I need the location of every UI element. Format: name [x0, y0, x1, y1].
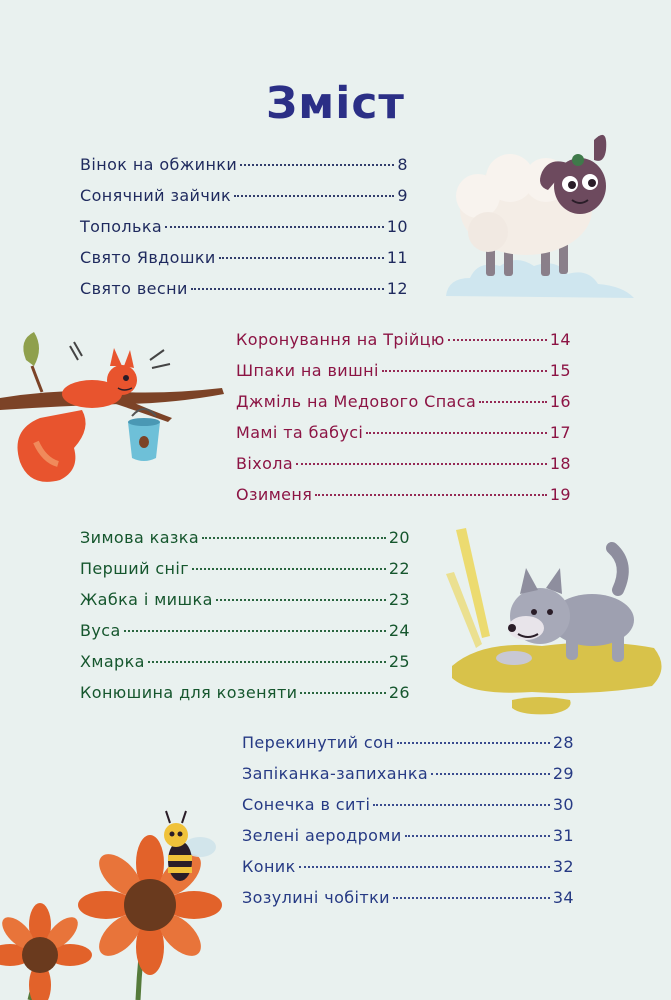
sheep-illustration [438, 128, 643, 308]
toc-entry-title: Перший сніг [80, 559, 190, 578]
toc-entry-page: 29 [552, 764, 574, 783]
toc-entry[interactable] [80, 279, 408, 310]
toc-entry-page: 32 [552, 857, 574, 876]
leader-dots [315, 494, 547, 496]
leader-dots [202, 537, 386, 539]
toc-entry-title: Свято Явдошки [80, 248, 216, 267]
toc-entry-title: Перекинутий сон [242, 733, 395, 752]
leader-dots [382, 370, 547, 372]
page-title: Зміст [266, 78, 405, 129]
toc-entry-page: 23 [388, 590, 410, 609]
squirrel-illustration [0, 330, 230, 505]
toc-entry[interactable] [236, 423, 571, 454]
toc-entry-page: 31 [552, 826, 574, 845]
bee-on-sunflower-illustration [0, 805, 225, 1000]
toc-entry-page: 30 [552, 795, 574, 814]
leader-dots [299, 866, 550, 868]
toc-section-1 [80, 155, 408, 310]
toc-section-3 [80, 528, 410, 714]
toc-entry-title: Сонечка в ситі [242, 795, 371, 814]
toc-entry-title: Зелені аеродроми [242, 826, 402, 845]
toc-entry[interactable] [242, 888, 574, 919]
toc-entry-page: 34 [552, 888, 574, 907]
toc-section-2 [236, 330, 571, 516]
toc-entry-title: Джміль на Медового Спаса [236, 392, 477, 411]
leader-dots [165, 226, 384, 228]
leader-dots [431, 773, 550, 775]
toc-entry-title: Запіканка-запиханка [242, 764, 429, 783]
leader-dots [448, 339, 547, 341]
toc-entry[interactable] [80, 559, 410, 590]
leader-dots [148, 661, 386, 663]
toc-entry-title: Жабка і мишка [80, 590, 213, 609]
toc-entry-page: 22 [388, 559, 410, 578]
leader-dots [393, 897, 550, 899]
leader-dots [216, 599, 386, 601]
toc-entry[interactable] [242, 826, 574, 857]
toc-entry[interactable] [236, 330, 571, 361]
toc-entry-title: Віхола [236, 454, 294, 473]
toc-entry-page: 26 [388, 683, 410, 702]
toc-entry-page: 17 [549, 423, 571, 442]
toc-entry[interactable] [80, 528, 410, 559]
toc-entry-page: 8 [397, 155, 408, 174]
toc-entry-title: Свято весни [80, 279, 188, 298]
toc-entry-page: 15 [549, 361, 571, 380]
toc-entry[interactable] [236, 361, 571, 392]
toc-entry-page: 20 [388, 528, 410, 547]
toc-entry[interactable] [80, 590, 410, 621]
toc-entry-page: 12 [386, 279, 408, 298]
toc-entry-title: Озименя [236, 485, 313, 504]
leader-dots [124, 630, 386, 632]
toc-entry-page: 9 [397, 186, 408, 205]
toc-entry-title: Хмарка [80, 652, 145, 671]
leader-dots [234, 195, 394, 197]
toc-entry-page: 18 [549, 454, 571, 473]
toc-entry[interactable] [242, 795, 574, 826]
leader-dots [192, 568, 386, 570]
toc-entry[interactable] [236, 454, 571, 485]
leader-dots [405, 835, 550, 837]
toc-entry-title: Шпаки на вишні [236, 361, 379, 380]
toc-entry-title: Мамі та бабусі [236, 423, 364, 442]
leader-dots [240, 164, 394, 166]
leader-dots [479, 401, 547, 403]
toc-entry-title: Зозулині чобітки [242, 888, 390, 907]
toc-entry-page: 11 [386, 248, 408, 267]
toc-entry-title: Коронування на Трійцю [236, 330, 445, 349]
toc-entry-title: Вінок на обжинки [80, 155, 238, 174]
toc-entry[interactable] [80, 683, 410, 714]
leader-dots [300, 692, 385, 694]
toc-entry[interactable] [80, 186, 408, 217]
toc-entry-page: 28 [552, 733, 574, 752]
toc-entry-title: Конюшина для козеняти [80, 683, 298, 702]
toc-entry-title: Вуса [80, 621, 121, 640]
wolf-cub-illustration [442, 528, 671, 723]
toc-entry[interactable] [242, 857, 574, 888]
toc-entry-page: 19 [549, 485, 571, 504]
toc-entry-title: Зимова казка [80, 528, 200, 547]
leader-dots [219, 257, 384, 259]
toc-entry-page: 10 [386, 217, 408, 236]
toc-entry[interactable] [242, 764, 574, 795]
toc-entry[interactable] [80, 621, 410, 652]
toc-entry-page: 16 [549, 392, 571, 411]
toc-entry[interactable] [80, 248, 408, 279]
leader-dots [397, 742, 550, 744]
leader-dots [373, 804, 549, 806]
toc-entry-page: 25 [388, 652, 410, 671]
toc-entry[interactable] [80, 652, 410, 683]
toc-entry[interactable] [80, 217, 408, 248]
toc-entry[interactable] [236, 485, 571, 516]
toc-entry-title: Сонячний зайчик [80, 186, 232, 205]
toc-entry[interactable] [236, 392, 571, 423]
leader-dots [296, 463, 547, 465]
leader-dots [191, 288, 384, 290]
toc-entry-page: 24 [388, 621, 410, 640]
toc-entry-title: Коник [242, 857, 296, 876]
toc-entry-title: Тополька [80, 217, 163, 236]
toc-entry[interactable] [80, 155, 408, 186]
toc-entry-page: 14 [549, 330, 571, 349]
toc-section-4 [242, 733, 574, 919]
toc-entry[interactable] [242, 733, 574, 764]
leader-dots [366, 432, 547, 434]
